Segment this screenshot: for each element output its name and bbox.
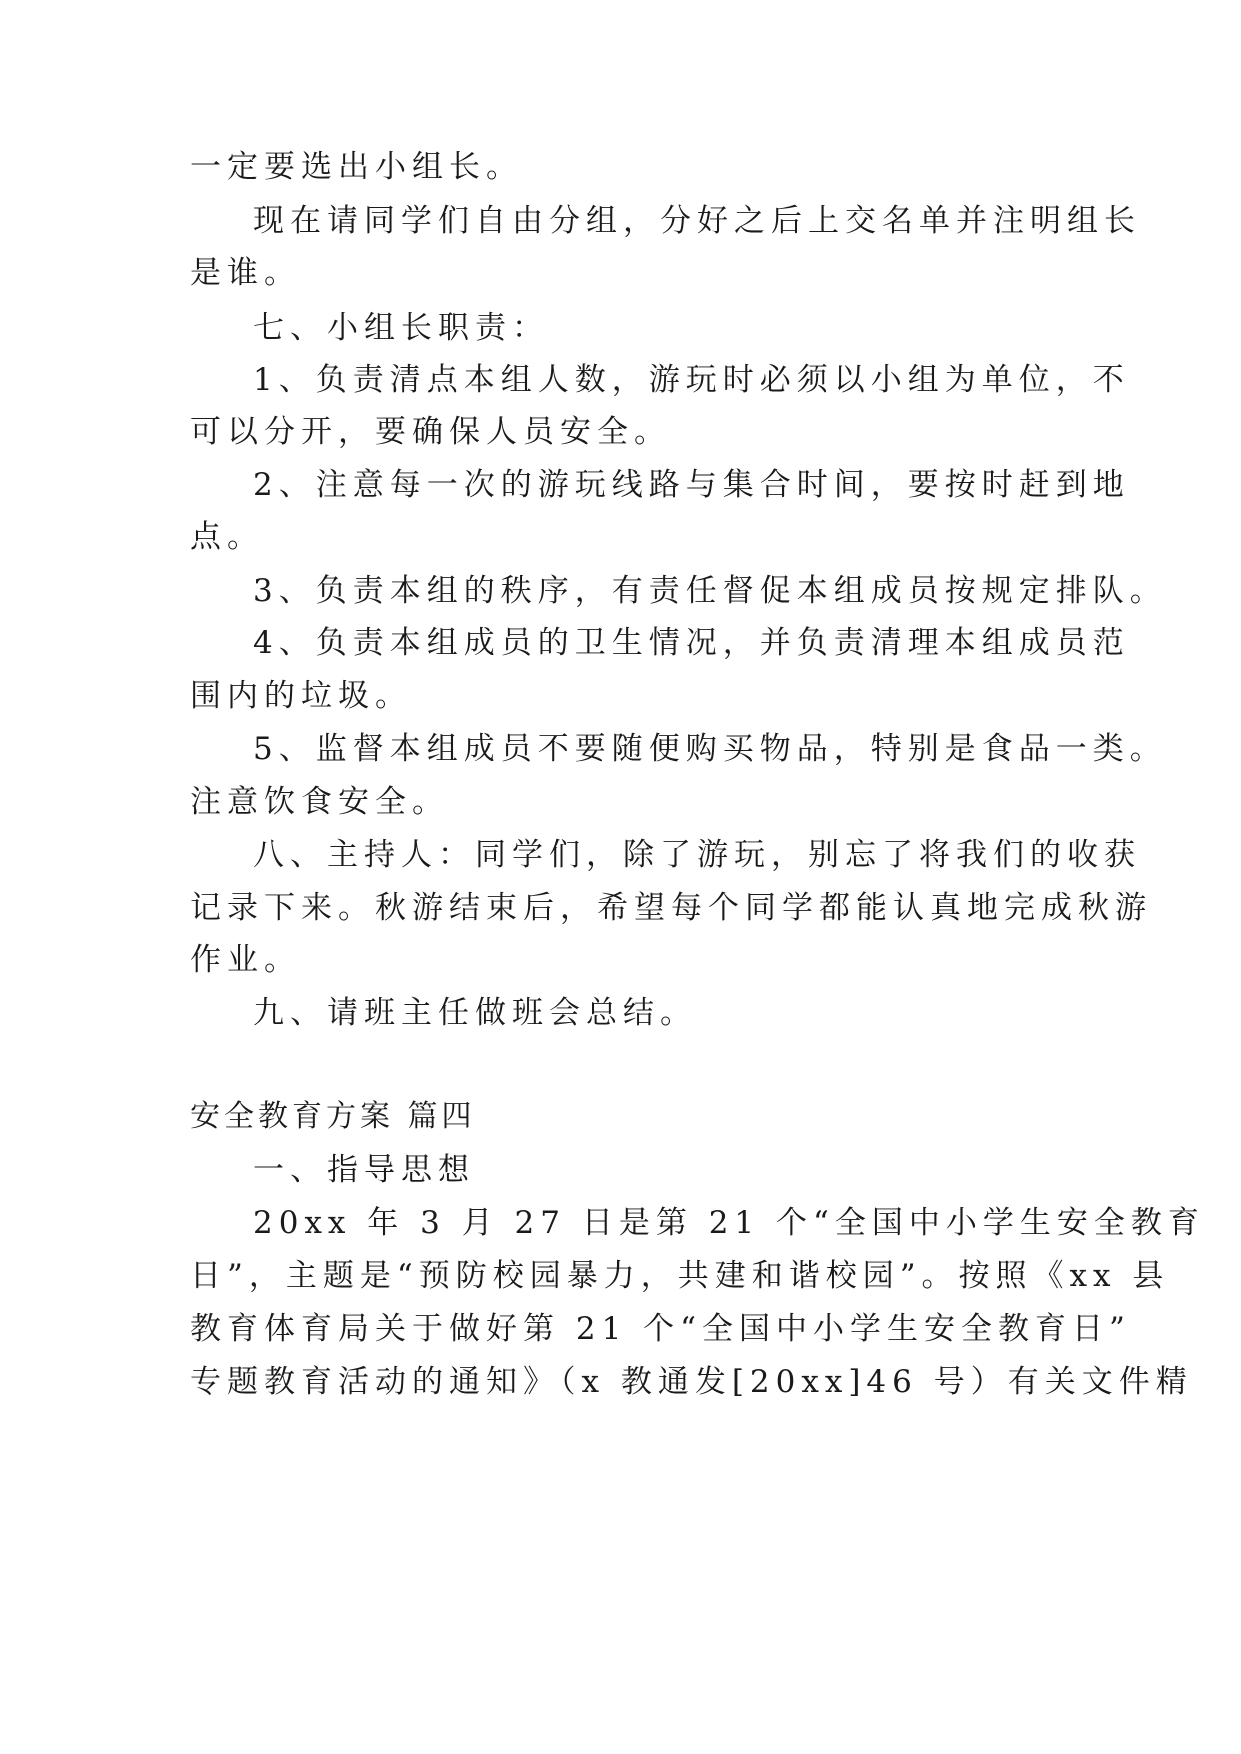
- text-line: 作业。: [190, 942, 301, 978]
- text-line: 围内的垃圾。: [190, 678, 412, 714]
- text-line: 八、主持人：同学们，除了游玩，别忘了将我们的收获: [253, 837, 1141, 873]
- text-line: 现在请同学们自由分组，分好之后上交名单并注明组长: [253, 203, 1141, 239]
- text-line: 九、请班主任做班会总结。: [253, 995, 697, 1031]
- section-title: 安全教育方案 篇四: [190, 1099, 476, 1134]
- text-line: 点。: [190, 519, 264, 555]
- text-line: 一定要选出小组长。: [190, 149, 523, 185]
- text-line: 日”，主题是“预防校园暴力，共建和谐校园”。按照《xx 县: [190, 1258, 1170, 1294]
- text-line: 教育体育局关于做好第 21 个“全国中小学生安全教育日”: [190, 1311, 1131, 1347]
- text-line: 可以分开，要确保人员安全。: [190, 414, 671, 450]
- text-line: 20xx 年 3 月 27 日是第 21 个“全国中小学生安全教育: [253, 1205, 1205, 1241]
- text-line: 3、负责本组的秩序，有责任督促本组成员按规定排队。: [253, 573, 1167, 609]
- text-line: 注意饮食安全。: [190, 784, 449, 820]
- text-line: 2、注意每一次的游玩线路与集合时间，要按时赶到地: [253, 467, 1130, 503]
- text-line: 4、负责本组成员的卫生情况，并负责清理本组成员范: [253, 625, 1130, 661]
- text-line: 七、小组长职责：: [253, 310, 549, 346]
- text-line: 记录下来。秋游结束后，希望每个同学都能认真地完成秋游: [190, 890, 1152, 926]
- text-line: 专题教育活动的通知》（x 教通发[20xx]46 号）有关文件精: [190, 1364, 1193, 1400]
- text-line: 一、指导思想: [253, 1152, 475, 1188]
- text-line: 是谁。: [190, 255, 301, 291]
- text-line: 5、监督本组成员不要随便购买物品，特别是食品一类。: [253, 731, 1167, 767]
- text-line: 1、负责清点本组人数，游玩时必须以小组为单位，不: [253, 362, 1130, 398]
